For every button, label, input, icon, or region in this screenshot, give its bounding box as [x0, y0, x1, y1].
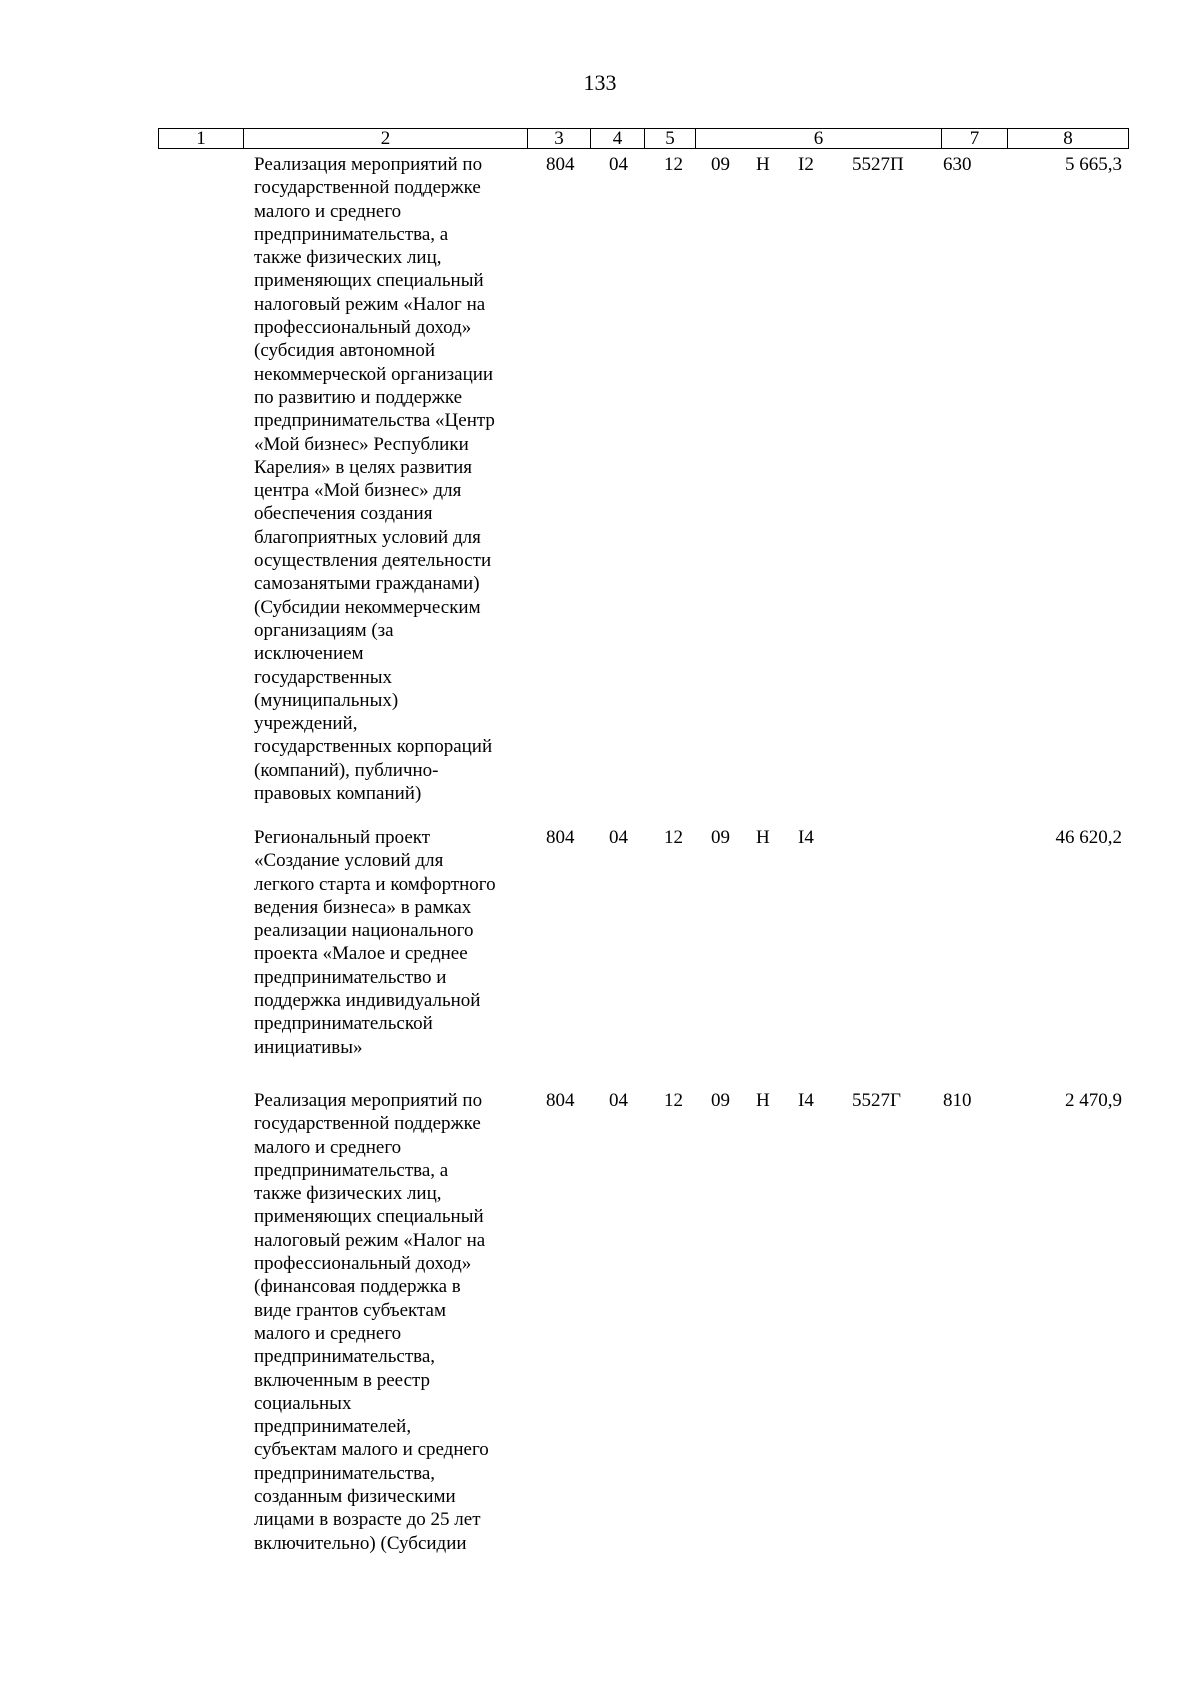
row-col-6-part-1: 09	[711, 154, 730, 175]
row-col-8: 2 470,9	[1065, 1090, 1122, 1111]
header-col-6: 6	[696, 129, 942, 148]
row-col-7: 630	[943, 154, 972, 175]
row-col-6-part-3: I4	[798, 1090, 814, 1111]
row-description: Реализация мероприятий по государственной поддержке малого и среднего предпринимательства, а также физических лиц, применяющих специальный налоговый режим «Налог на профессиональный доход» (финансовая поддержка в виде грантов субъектам малого и среднего предпринимательства, включенным в реестр социальных предпринимателей, субъектам малого и среднего предпринимательства, созданным физическими лицами в возрасте до 25 лет включительно) (Субсидии	[254, 1090, 489, 1554]
header-col-7: 7	[942, 129, 1008, 148]
row-col-4: 04	[609, 827, 628, 848]
row-col-6-part-3: I4	[798, 827, 814, 848]
row-col-6-part-1: 09	[711, 1090, 730, 1111]
row-col-6-part-1: 09	[711, 827, 730, 848]
header-col-3: 3	[528, 129, 591, 148]
row-col-8: 5 665,3	[1065, 154, 1122, 175]
row-col-8: 46 620,2	[1055, 827, 1122, 848]
row-col-3: 804	[546, 154, 575, 175]
row-col-4: 04	[609, 154, 628, 175]
row-description: Региональный проект «Создание условий для легкого старта и комфортного ведения бизнеса» в рамках реализации национального проекта «Малое и среднее предпринимательство и поддержка индивидуальной предпринимательской инициативы»	[254, 827, 496, 1058]
row-col-6-part-4: 5527П	[852, 154, 904, 175]
row-description: Реализация мероприятий по государственной поддержке малого и среднего предпринимательства, а также физических лиц, применяющих специальный налоговый режим «Налог на профессиональный доход» (субсидия автономной некоммерческой организации по развитию и поддержке предпринимательства «Центр «Мой бизнес» Республики Карелия» в целях развития центра «Мой бизнес» для обеспечения создания благоприятных условий для осуществления деятельности самозанятыми гражданами) (Субсидии некоммерческим организациям (за исключением государственных (муниципальных) учреждений, государственных корпораций (компаний), публично- правовых компаний)	[254, 154, 495, 805]
header-col-8: 8	[1063, 128, 1073, 149]
row-col-3: 804	[546, 827, 575, 848]
row-col-7: 810	[943, 1090, 972, 1111]
page-number: 133	[583, 70, 617, 95]
table-header	[158, 128, 1129, 149]
row-col-6-part-3: I2	[798, 154, 814, 175]
row-col-5: 12	[664, 827, 683, 848]
row-col-6-part-2: Н	[756, 827, 770, 848]
row-col-4: 04	[609, 1090, 628, 1111]
header-col-4: 4	[591, 129, 645, 148]
row-col-5: 12	[664, 1090, 683, 1111]
header-col-2: 2	[244, 129, 528, 148]
row-col-6-part-2: Н	[756, 154, 770, 175]
row-col-5: 12	[664, 154, 683, 175]
row-col-3: 804	[546, 1090, 575, 1111]
header-col-5: 5	[645, 129, 696, 148]
row-col-6-part-2: Н	[756, 1090, 770, 1111]
header-col-1: 1	[159, 129, 244, 148]
row-col-6-part-4: 5527Г	[852, 1090, 901, 1111]
